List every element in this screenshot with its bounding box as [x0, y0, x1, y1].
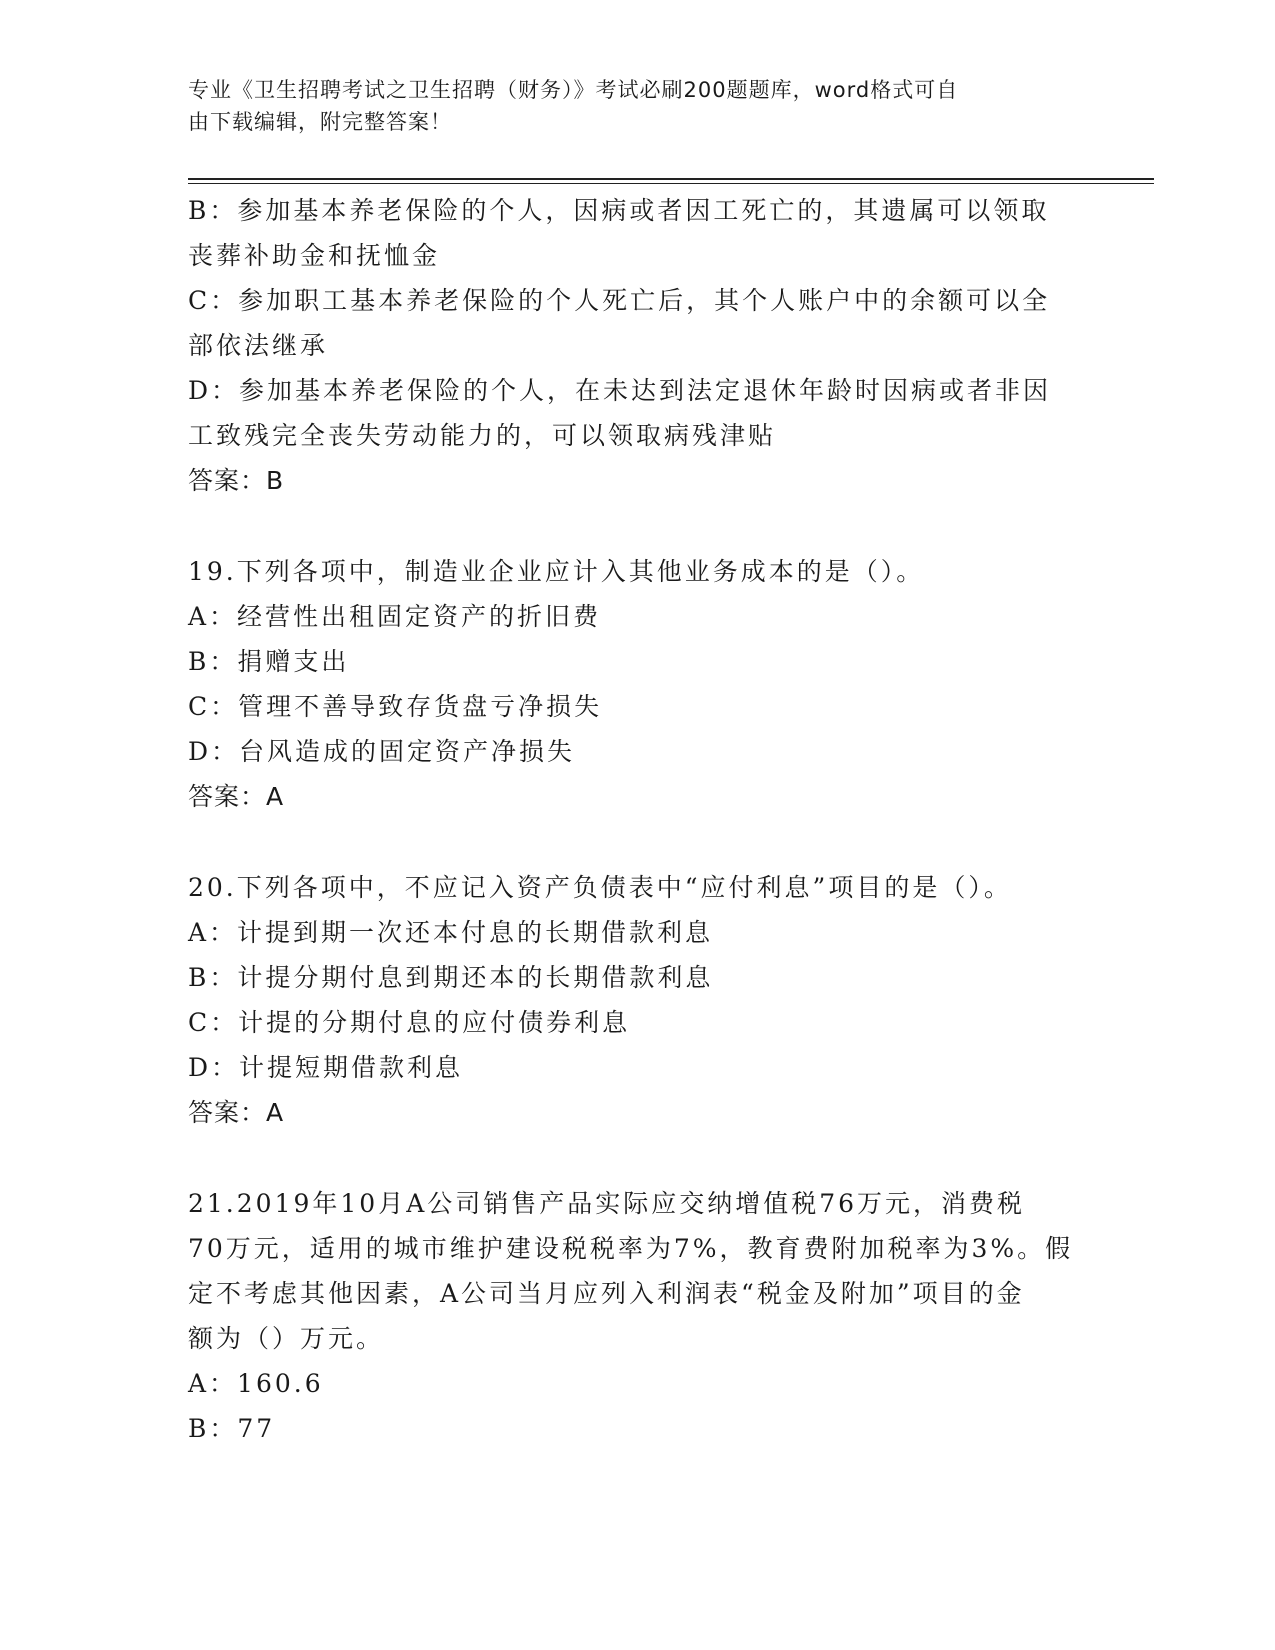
- question-stem: 20.下列各项中，不应记入资产负债表中“应付利息”项目的是（）。: [188, 873, 1012, 902]
- question-stem-line-1: 21.2019年10月A公司销售产品实际应交纳增值税76万元，消费税: [188, 1189, 1026, 1218]
- answer: 答案：B: [188, 466, 285, 495]
- header-divider-thick: [188, 178, 1154, 180]
- spacer: [188, 503, 1088, 549]
- option-b: B：计提分期付息到期还本的长期借款利息: [188, 963, 714, 992]
- option-d-line-1: D：参加基本养老保险的个人，在未达到法定退休年龄时因病或者非因: [188, 376, 1052, 405]
- header-line-1: 专业《卫生招聘考试之卫生招聘（财务）》考试必刷200题题库，word格式可自: [188, 78, 959, 102]
- option-c: C：管理不善导致存货盘亏净损失: [188, 692, 603, 721]
- option-b: B：捐赠支出: [188, 647, 350, 676]
- document-header: [188, 74, 1068, 138]
- question-stem: 19.下列各项中，制造业企业应计入其他业务成本的是（）。: [188, 557, 925, 586]
- header-line-2: 由下载编辑，附完整答案！: [188, 110, 452, 134]
- question-stem-line-2: 70万元，适用的城市维护建设税税率为7%，教育费附加税率为3%。假: [188, 1234, 1074, 1263]
- option-c: C：计提的分期付息的应付债券利息: [188, 1008, 631, 1037]
- question-stem-line-3: 定不考虑其他因素，A公司当月应列入利润表“税金及附加”项目的金: [188, 1279, 1025, 1308]
- option-c-line-2: 部依法继承: [188, 331, 329, 360]
- option-a: A：经营性出租固定资产的折旧费: [188, 602, 602, 631]
- option-d: D：计提短期借款利息: [188, 1053, 464, 1082]
- answer: 答案：A: [188, 1098, 285, 1127]
- question-19: [188, 549, 1088, 819]
- option-d-line-2: 工致残完全丧失劳动能力的，可以领取病残津贴: [188, 421, 777, 450]
- question-20: [188, 865, 1088, 1135]
- spacer: [188, 819, 1088, 865]
- option-a: A：160.6: [188, 1369, 324, 1398]
- answer: 答案：A: [188, 782, 285, 811]
- spacer: [188, 1135, 1088, 1181]
- question-21: [188, 1181, 1088, 1451]
- option-b: B：77: [188, 1414, 276, 1443]
- option-b-line-1: B：参加基本养老保险的个人，因病或者因工死亡的，其遗属可以领取: [188, 196, 1050, 225]
- option-a: A：计提到期一次还本付息的长期借款利息: [188, 918, 714, 947]
- option-c-line-1: C：参加职工基本养老保险的个人死亡后，其个人账户中的余额可以全: [188, 286, 1051, 315]
- question-list: [188, 188, 1088, 1451]
- question-18: [188, 188, 1088, 503]
- option-d: D：台风造成的固定资产净损失: [188, 737, 576, 766]
- option-b-line-2: 丧葬补助金和抚恤金: [188, 241, 441, 270]
- question-stem-line-4: 额为（）万元。: [188, 1324, 385, 1353]
- header-divider-thin: [188, 183, 1154, 184]
